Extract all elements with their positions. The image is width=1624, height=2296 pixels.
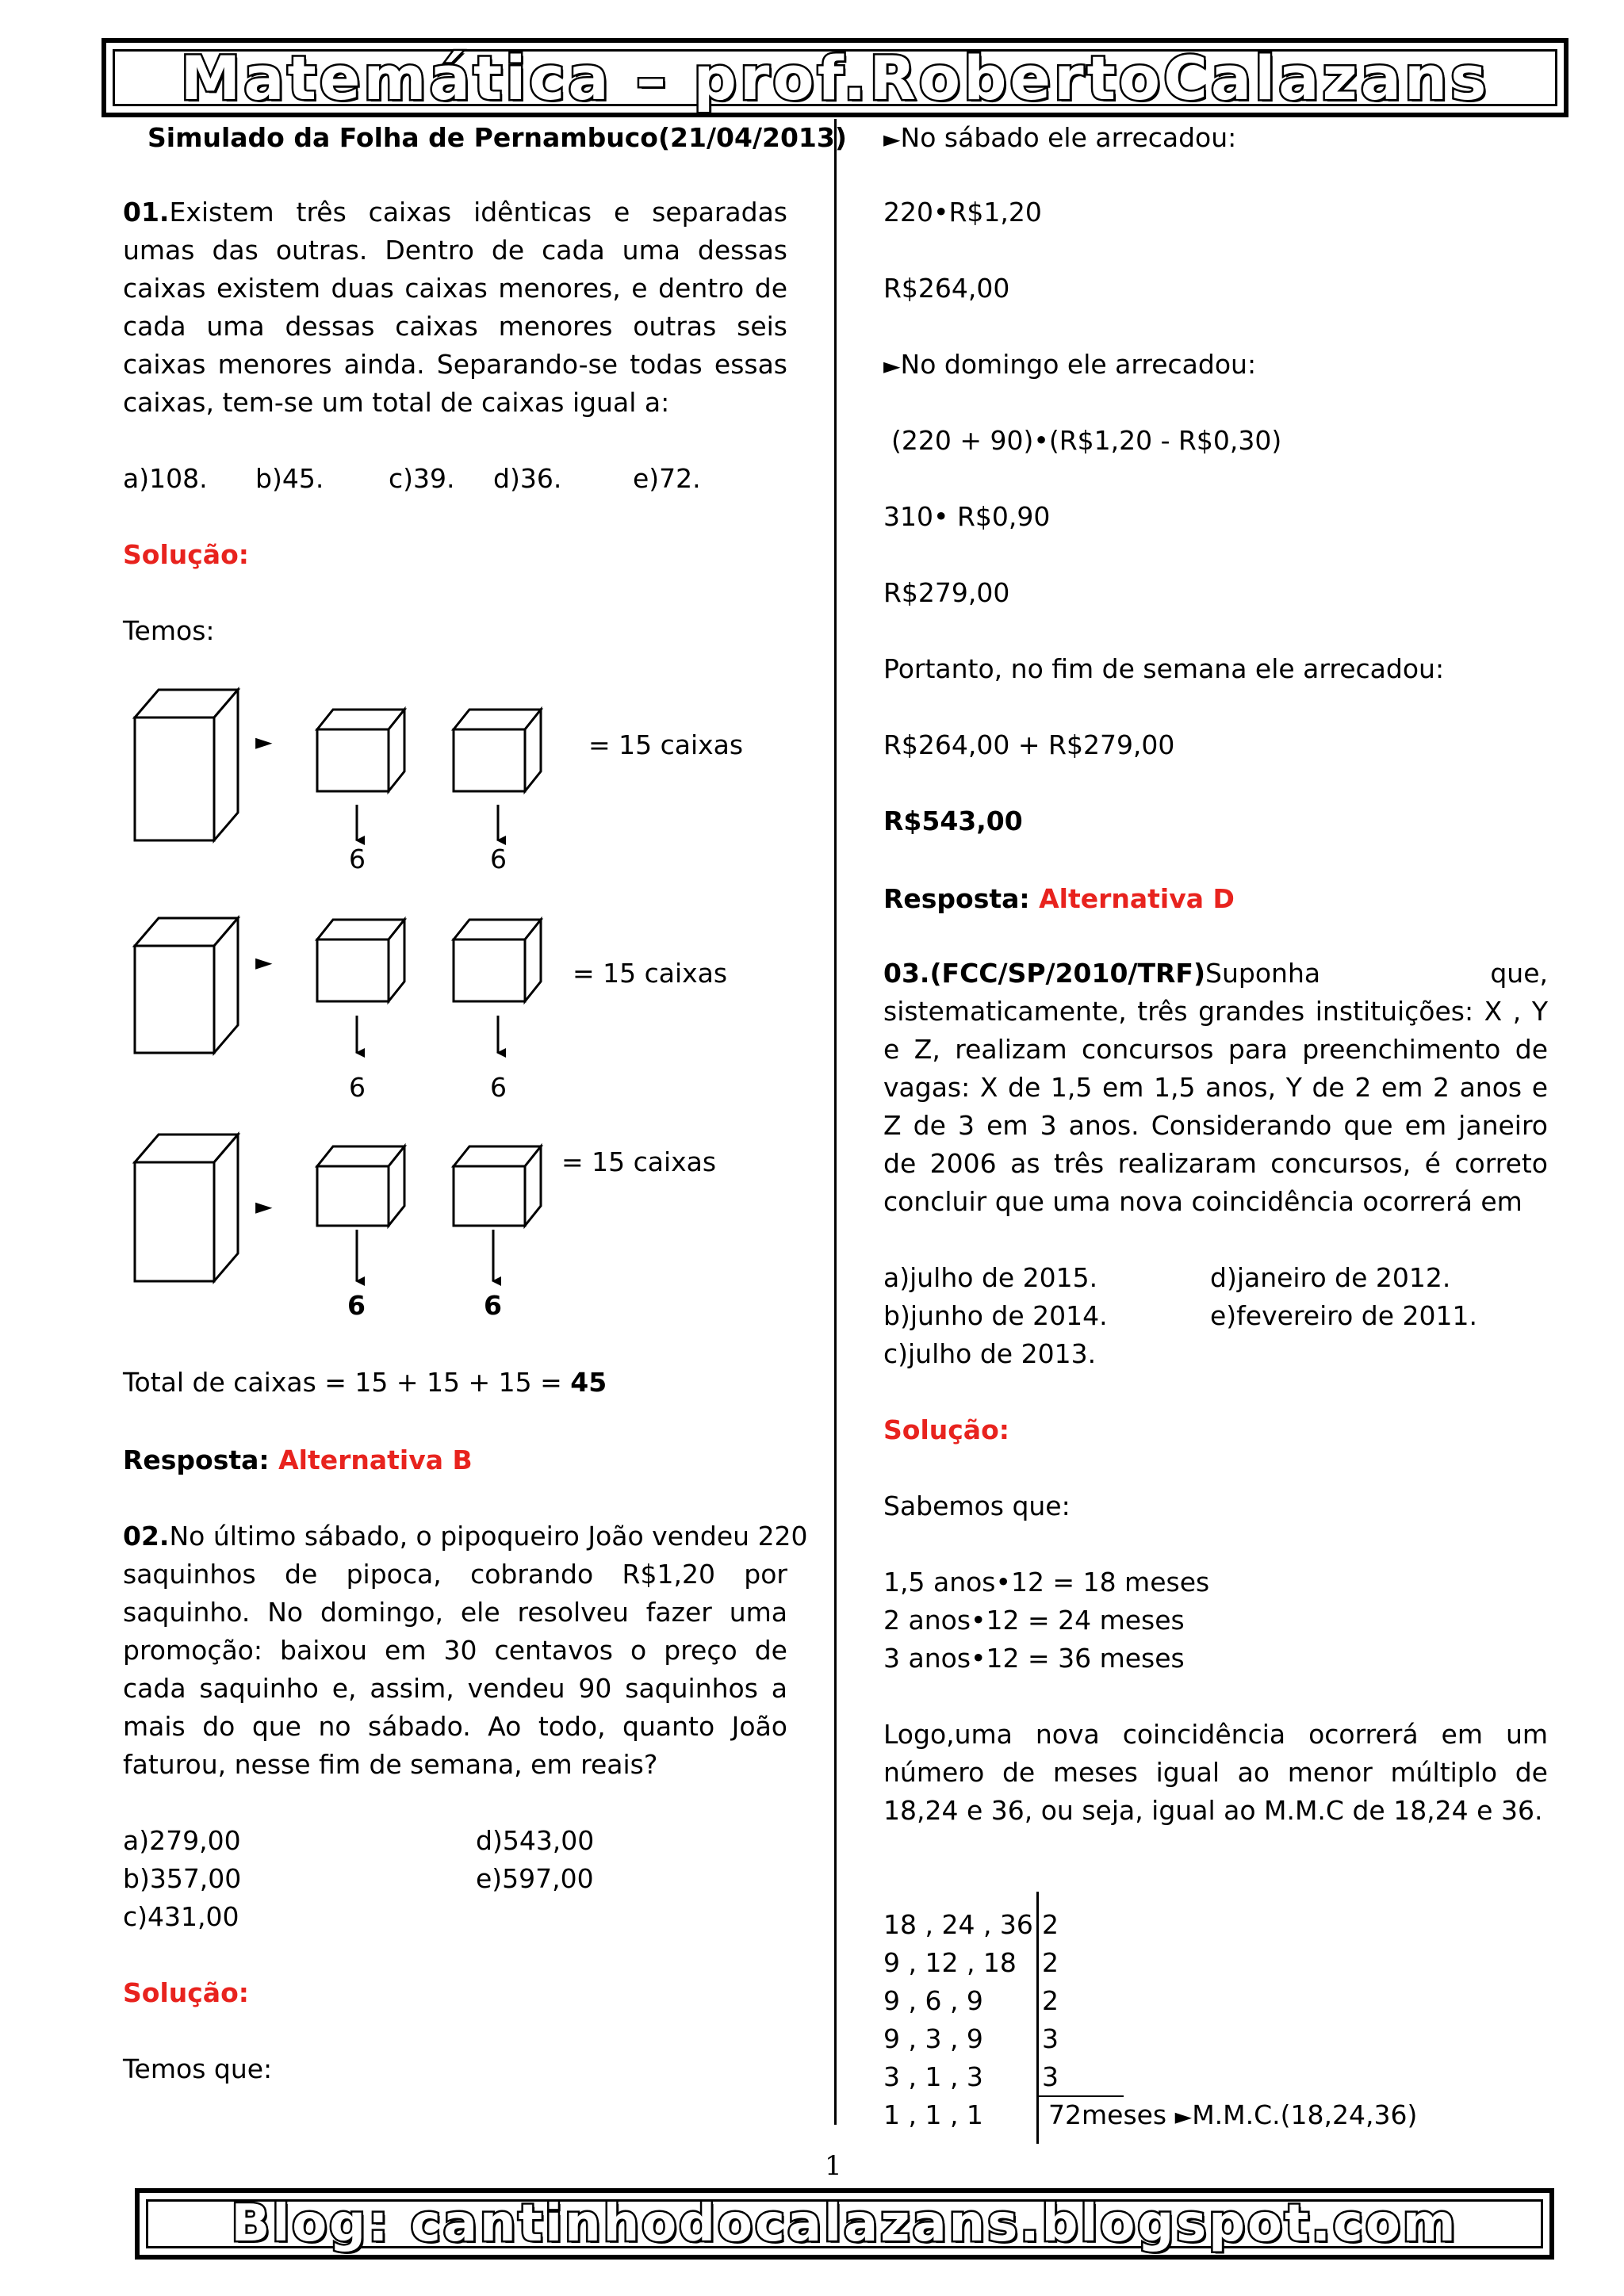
q3-head	[883, 955, 1320, 993]
q3-first-line	[883, 955, 1548, 993]
mmc-divider	[1036, 1892, 1039, 2144]
footer-blog-url: Blog: cantinhodocalazans.blogspot.com	[231, 2195, 1458, 2253]
row-2-equation: = 15 caixas	[573, 958, 728, 989]
q2-solution-label: Solução:	[123, 1977, 249, 2008]
mmc-result-label: M.M.C.(18,24,36)	[1192, 2099, 1418, 2130]
large-box	[135, 690, 238, 840]
mmc-row-4-div: 3	[1042, 2023, 1059, 2054]
q1-answer	[123, 1441, 473, 1479]
q2-option-a: a)279,00	[123, 1825, 241, 1856]
mmc-row-2-nums: 9 , 12 , 18	[883, 1947, 1017, 1978]
q3-calc-3: 3 anos•12 = 36 meses	[883, 1643, 1185, 1674]
q3-word2: que,	[1490, 958, 1548, 989]
bullet-triangle-icon: ►	[883, 353, 901, 379]
q2-answer	[883, 880, 1235, 918]
q1-text: Existem três caixas idênticas e separadas umas das outras. Dentro de cada uma dessas caixas existem duas caixas menores, e dentro de cada uma dessas caixas menores outras seis caixas menores ainda. Separando-se todas essas caixas, tem-se um total de caixas igual a:	[123, 197, 787, 418]
mmc-row-1-nums: 18 , 24 , 36	[883, 1909, 1033, 1940]
q3-number: 03.(FCC/SP/2010/TRF)	[883, 958, 1206, 989]
header-banner	[102, 38, 1568, 117]
arrow-glyph: ►	[255, 949, 273, 975]
row-2-count-b: 6	[490, 1072, 507, 1103]
mmc-row-6-div: 72meses	[1048, 2099, 1167, 2130]
small-box	[317, 1146, 404, 1226]
large-box	[135, 918, 238, 1053]
q3-statement: sistematicamente, três grandes instituições: X , Y e Z, realizam concursos para preenchimento de vagas: X de 1,5 em 1,5 anos, Y de 2 em 2 anos e Z de 3 em 3 anos. Considerando que em janeiro de 2006 as três realizaram concursos, é correto concluir que uma nova coincidência ocorrerá em	[883, 996, 1548, 1217]
q1-total	[123, 1364, 607, 1402]
q1-option-c: c)39.	[389, 463, 455, 494]
mmc-row-5-div: 3	[1042, 2061, 1059, 2092]
q3-option-b: b)junho de 2014.	[883, 1300, 1108, 1331]
diagram-row-1	[135, 690, 743, 874]
q2-answer-value: Alternativa D	[1039, 883, 1235, 914]
q1-option-a: a)108.	[123, 463, 208, 494]
q2-option-b: b)357,00	[123, 1863, 242, 1894]
q3-word1: Suponha	[1205, 958, 1321, 989]
q2-saturday-label: ►No sábado ele arrecadou:	[883, 122, 1237, 153]
mmc-row-5-nums: 3 , 1 , 3	[883, 2061, 983, 2092]
q3-solution-label: Solução:	[883, 1414, 1009, 1445]
q1-option-d: d)36.	[493, 463, 562, 494]
mmc-row-6-nums: 1 , 1 , 1	[883, 2099, 983, 2130]
row-1-count-a: 6	[349, 844, 366, 874]
q2-line1: No último sábado, o pipoqueiro João vendeu 220	[169, 1521, 808, 1552]
q2-option-d: d)543,00	[476, 1825, 595, 1856]
q3-logo: Logo,uma nova coincidência ocorrerá em um número de meses igual ao menor múltiplo de 18,24 e 36, ou seja, igual ao M.M.C de 18,24 e 36.	[883, 1719, 1548, 1826]
mmc-row-1-div: 2	[1042, 1909, 1059, 1940]
q2-portanto: Portanto, no fim de semana ele arrecadou:	[883, 653, 1445, 684]
q2-sunday-result: R$279,00	[883, 577, 1010, 608]
q1-answer-value: Alternativa B	[278, 1445, 473, 1475]
diagram-row-3	[135, 1135, 716, 1321]
q3-option-d: d)janeiro de 2012.	[1210, 1262, 1451, 1293]
row-1-count-b: 6	[490, 844, 507, 874]
q1-option-e: e)72.	[633, 463, 701, 494]
result-triangle-icon: ►	[1174, 2103, 1193, 2130]
row-3-count-a: 6	[347, 1290, 366, 1321]
q2-saturday-calc: 220•R$1,20	[883, 197, 1042, 228]
q3-option-e: e)fevereiro de 2011.	[1210, 1300, 1477, 1331]
q2-answer-label: Resposta:	[883, 883, 1040, 914]
mmc-row-3-nums: 9 , 6 , 9	[883, 1985, 983, 2016]
footer-banner	[135, 2188, 1554, 2260]
q3-sabemos: Sabemos que:	[883, 1490, 1071, 1521]
q2-number: 02.	[123, 1521, 170, 1552]
q2-sunday-label: ►No domingo ele arrecadou:	[883, 349, 1257, 380]
column-divider	[834, 119, 837, 2125]
small-box	[454, 1146, 541, 1226]
mmc-row-4-nums: 9 , 3 , 9	[883, 2023, 983, 2054]
q2-sunday-calc2: 310• R$0,90	[883, 501, 1051, 532]
q1-option-b: b)45.	[255, 463, 324, 494]
row-1-equation: = 15 caixas	[588, 729, 744, 760]
large-box	[135, 1135, 238, 1281]
bullet-triangle-icon: ►	[883, 126, 901, 152]
page-number: 1	[825, 2150, 842, 2182]
row-3-equation: = 15 caixas	[561, 1146, 717, 1177]
q1-number: 01.	[123, 197, 170, 228]
q3-calc-1: 1,5 anos•12 = 18 meses	[883, 1567, 1210, 1598]
row-2-count-a: 6	[349, 1072, 366, 1103]
mmc-result	[1048, 2096, 1417, 2136]
mmc-row-3-div: 2	[1042, 1985, 1059, 2016]
q1-answer-label: Resposta:	[123, 1445, 279, 1475]
small-box	[317, 710, 404, 791]
small-box	[454, 920, 541, 1001]
q2-temos: Temos que:	[123, 2053, 273, 2084]
q1-total-text: Total de caixas = 15 + 15 + 15 =	[123, 1367, 571, 1398]
q2-saturday-result: R$264,00	[883, 273, 1010, 304]
q3-option-a: a)julho de 2015.	[883, 1262, 1098, 1293]
header-title: Matemática – prof.RobertoCalazans	[180, 42, 1490, 113]
q1-statement	[123, 193, 787, 422]
q2-total: R$543,00	[883, 806, 1023, 836]
q2-sunday-calc: (220 + 90)•(R$1,20 - R$0,30)	[891, 425, 1282, 456]
arrow-glyph: ►	[255, 1193, 273, 1219]
q1-solution-label: Solução:	[123, 539, 249, 570]
row-3-count-b: 6	[484, 1290, 502, 1321]
q2-first-line	[123, 1517, 808, 1556]
q1-total-value: 45	[570, 1367, 607, 1398]
arrow-glyph: ►	[255, 729, 273, 755]
diagram-row-2	[135, 918, 727, 1103]
q2-option-c: c)431,00	[123, 1901, 239, 1932]
small-box	[454, 710, 541, 791]
exam-title: Simulado da Folha de Pernambuco(21/04/2013)	[147, 122, 847, 153]
q3-option-c: c)julho de 2013.	[883, 1338, 1097, 1369]
q3-calc-2: 2 anos•12 = 24 meses	[883, 1605, 1185, 1636]
boxes-diagram	[119, 678, 753, 1336]
mmc-row-2-div: 2	[1042, 1947, 1059, 1978]
q2-option-e: e)597,00	[476, 1863, 594, 1894]
q1-temos: Temos:	[123, 615, 215, 646]
small-box	[317, 920, 404, 1001]
q2-sum: R$264,00 + R$279,00	[883, 729, 1175, 760]
q2-statement: saquinhos de pipoca, cobrando R$1,20 por saquinho. No domingo, ele resolveu fazer uma promoção: baixou em 30 centavos o preço de cada saquinho e, assim, vendeu 90 saquinhos a mais do que no sábado. Ao todo, quanto João faturou, nesse fim de semana, em reais?	[123, 1559, 787, 1780]
